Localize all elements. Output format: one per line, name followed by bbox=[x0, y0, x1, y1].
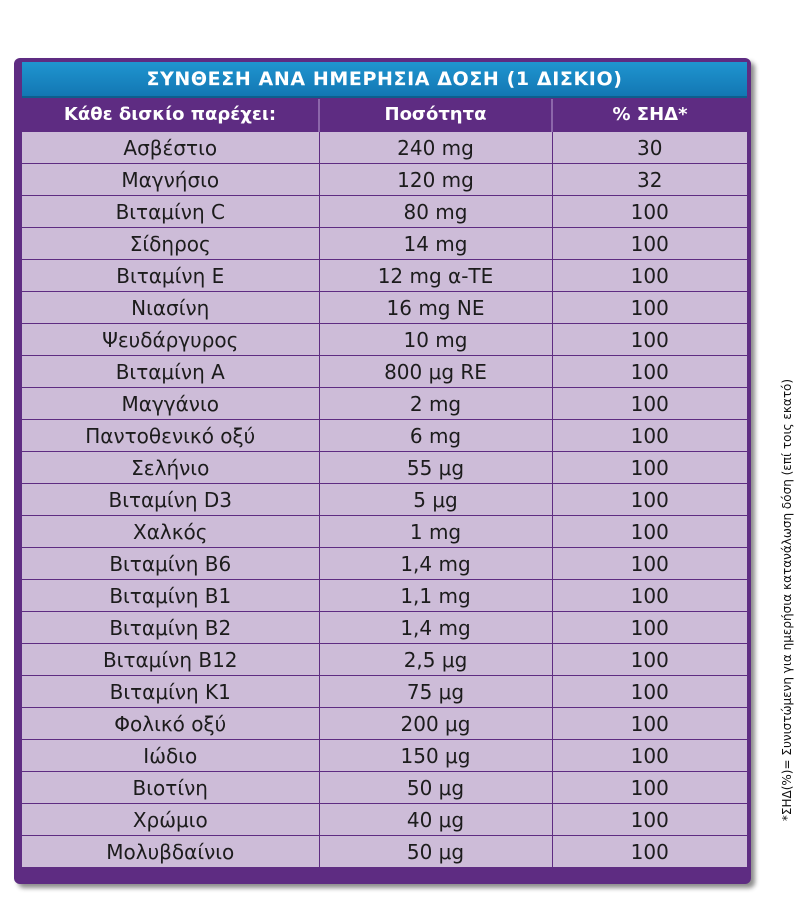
table-body bbox=[22, 131, 747, 868]
table-row bbox=[22, 836, 747, 868]
rda-percent-cell: 100 bbox=[552, 260, 747, 292]
nutrient-cell: Βιοτίνη bbox=[22, 772, 319, 804]
header-quantity: Ποσότητα bbox=[319, 99, 552, 131]
nutrient-cell: Μαγνήσιο bbox=[22, 164, 319, 196]
nutrient-cell: Μολυβδαίνιο bbox=[22, 836, 319, 868]
table-row bbox=[22, 548, 747, 580]
quantity-cell: 150 μg bbox=[319, 740, 552, 772]
rda-percent-cell: 100 bbox=[552, 708, 747, 740]
quantity-cell: 2 mg bbox=[319, 388, 552, 420]
table-row bbox=[22, 708, 747, 740]
nutrient-cell: Ψευδάργυρος bbox=[22, 324, 319, 356]
quantity-cell: 1,4 mg bbox=[319, 548, 552, 580]
nutrient-cell: Ασβέστιο bbox=[22, 131, 319, 164]
rda-percent-cell: 100 bbox=[552, 676, 747, 708]
nutrient-cell: Χαλκός bbox=[22, 516, 319, 548]
rda-percent-cell: 100 bbox=[552, 548, 747, 580]
table-row bbox=[22, 228, 747, 260]
table-row bbox=[22, 452, 747, 484]
nutrient-cell: Βιταμίνη A bbox=[22, 356, 319, 388]
quantity-cell: 16 mg NE bbox=[319, 292, 552, 324]
quantity-cell: 240 mg bbox=[319, 131, 552, 164]
nutrient-cell: Βιταμίνη K1 bbox=[22, 676, 319, 708]
quantity-cell: 55 μg bbox=[319, 452, 552, 484]
quantity-cell: 50 μg bbox=[319, 772, 552, 804]
rda-percent-cell: 100 bbox=[552, 804, 747, 836]
table-row bbox=[22, 740, 747, 772]
nutrient-cell: Βιταμίνη B12 bbox=[22, 644, 319, 676]
table-row bbox=[22, 516, 747, 548]
nutrient-cell: Βιταμίνη B2 bbox=[22, 612, 319, 644]
rda-percent-cell: 100 bbox=[552, 324, 747, 356]
nutrient-cell: Βιταμίνη E bbox=[22, 260, 319, 292]
quantity-cell: 6 mg bbox=[319, 420, 552, 452]
nutrient-cell: Σελήνιο bbox=[22, 452, 319, 484]
table-row bbox=[22, 356, 747, 388]
rda-percent-cell: 32 bbox=[552, 164, 747, 196]
quantity-cell: 2,5 μg bbox=[319, 644, 552, 676]
table-title: ΣΥΝΘΕΣΗ ΑΝΑ ΗΜΕΡΗΣΙΑ ΔΟΣΗ (1 ΔΙΣΚΙΟ) bbox=[22, 62, 747, 98]
footnote: *ΣΗΔ(%)= Συνιστώμενη για ημερήσια κατανάλωση δόση (επί τοις εκατό) bbox=[780, 378, 794, 822]
nutrient-cell: Βιταμίνη B1 bbox=[22, 580, 319, 612]
quantity-cell: 800 μg RE bbox=[319, 356, 552, 388]
rda-percent-cell: 100 bbox=[552, 356, 747, 388]
table-row bbox=[22, 260, 747, 292]
rda-percent-cell: 100 bbox=[552, 420, 747, 452]
quantity-cell: 40 μg bbox=[319, 804, 552, 836]
rda-percent-cell: 30 bbox=[552, 131, 747, 164]
table-row bbox=[22, 420, 747, 452]
table-row bbox=[22, 131, 747, 164]
table-row bbox=[22, 324, 747, 356]
rda-percent-cell: 100 bbox=[552, 580, 747, 612]
table-row bbox=[22, 484, 747, 516]
nutrient-cell: Σίδηρος bbox=[22, 228, 319, 260]
rda-percent-cell: 100 bbox=[552, 292, 747, 324]
table-row bbox=[22, 644, 747, 676]
table-row bbox=[22, 772, 747, 804]
nutrient-cell: Βιταμίνη D3 bbox=[22, 484, 319, 516]
quantity-cell: 12 mg α-TE bbox=[319, 260, 552, 292]
table-row bbox=[22, 164, 747, 196]
header-row bbox=[22, 99, 747, 131]
table-header bbox=[22, 99, 747, 131]
rda-percent-cell: 100 bbox=[552, 516, 747, 548]
table-row bbox=[22, 676, 747, 708]
rda-percent-cell: 100 bbox=[552, 388, 747, 420]
quantity-cell: 10 mg bbox=[319, 324, 552, 356]
nutrient-cell: Παντοθενικό οξύ bbox=[22, 420, 319, 452]
table-row bbox=[22, 612, 747, 644]
quantity-cell: 50 μg bbox=[319, 836, 552, 868]
table-row bbox=[22, 196, 747, 228]
nutrient-cell: Βιταμίνη C bbox=[22, 196, 319, 228]
quantity-cell: 14 mg bbox=[319, 228, 552, 260]
header-nutrient: Κάθε δισκίο παρέχει: bbox=[22, 99, 319, 131]
quantity-cell: 1,1 mg bbox=[319, 580, 552, 612]
quantity-cell: 1 mg bbox=[319, 516, 552, 548]
nutrient-cell: Βιταμίνη B6 bbox=[22, 548, 319, 580]
quantity-cell: 75 μg bbox=[319, 676, 552, 708]
rda-percent-cell: 100 bbox=[552, 484, 747, 516]
table-row bbox=[22, 580, 747, 612]
nutrient-cell: Νιασίνη bbox=[22, 292, 319, 324]
nutrient-cell: Ιώδιο bbox=[22, 740, 319, 772]
quantity-cell: 120 mg bbox=[319, 164, 552, 196]
quantity-cell: 80 mg bbox=[319, 196, 552, 228]
rda-percent-cell: 100 bbox=[552, 772, 747, 804]
rda-percent-cell: 100 bbox=[552, 612, 747, 644]
rda-percent-cell: 100 bbox=[552, 452, 747, 484]
table-row bbox=[22, 804, 747, 836]
quantity-cell: 1,4 mg bbox=[319, 612, 552, 644]
nutrient-cell: Μαγγάνιο bbox=[22, 388, 319, 420]
rda-percent-cell: 100 bbox=[552, 836, 747, 868]
table-row bbox=[22, 292, 747, 324]
rda-percent-cell: 100 bbox=[552, 228, 747, 260]
header-rda-percent: % ΣΗΔ* bbox=[552, 99, 747, 131]
rda-percent-cell: 100 bbox=[552, 196, 747, 228]
rda-percent-cell: 100 bbox=[552, 644, 747, 676]
rda-percent-cell: 100 bbox=[552, 740, 747, 772]
table-row bbox=[22, 388, 747, 420]
quantity-cell: 200 μg bbox=[319, 708, 552, 740]
quantity-cell: 5 μg bbox=[319, 484, 552, 516]
nutrient-cell: Χρώμιο bbox=[22, 804, 319, 836]
nutrient-table bbox=[22, 99, 747, 868]
nutrient-cell: Φολικό οξύ bbox=[22, 708, 319, 740]
